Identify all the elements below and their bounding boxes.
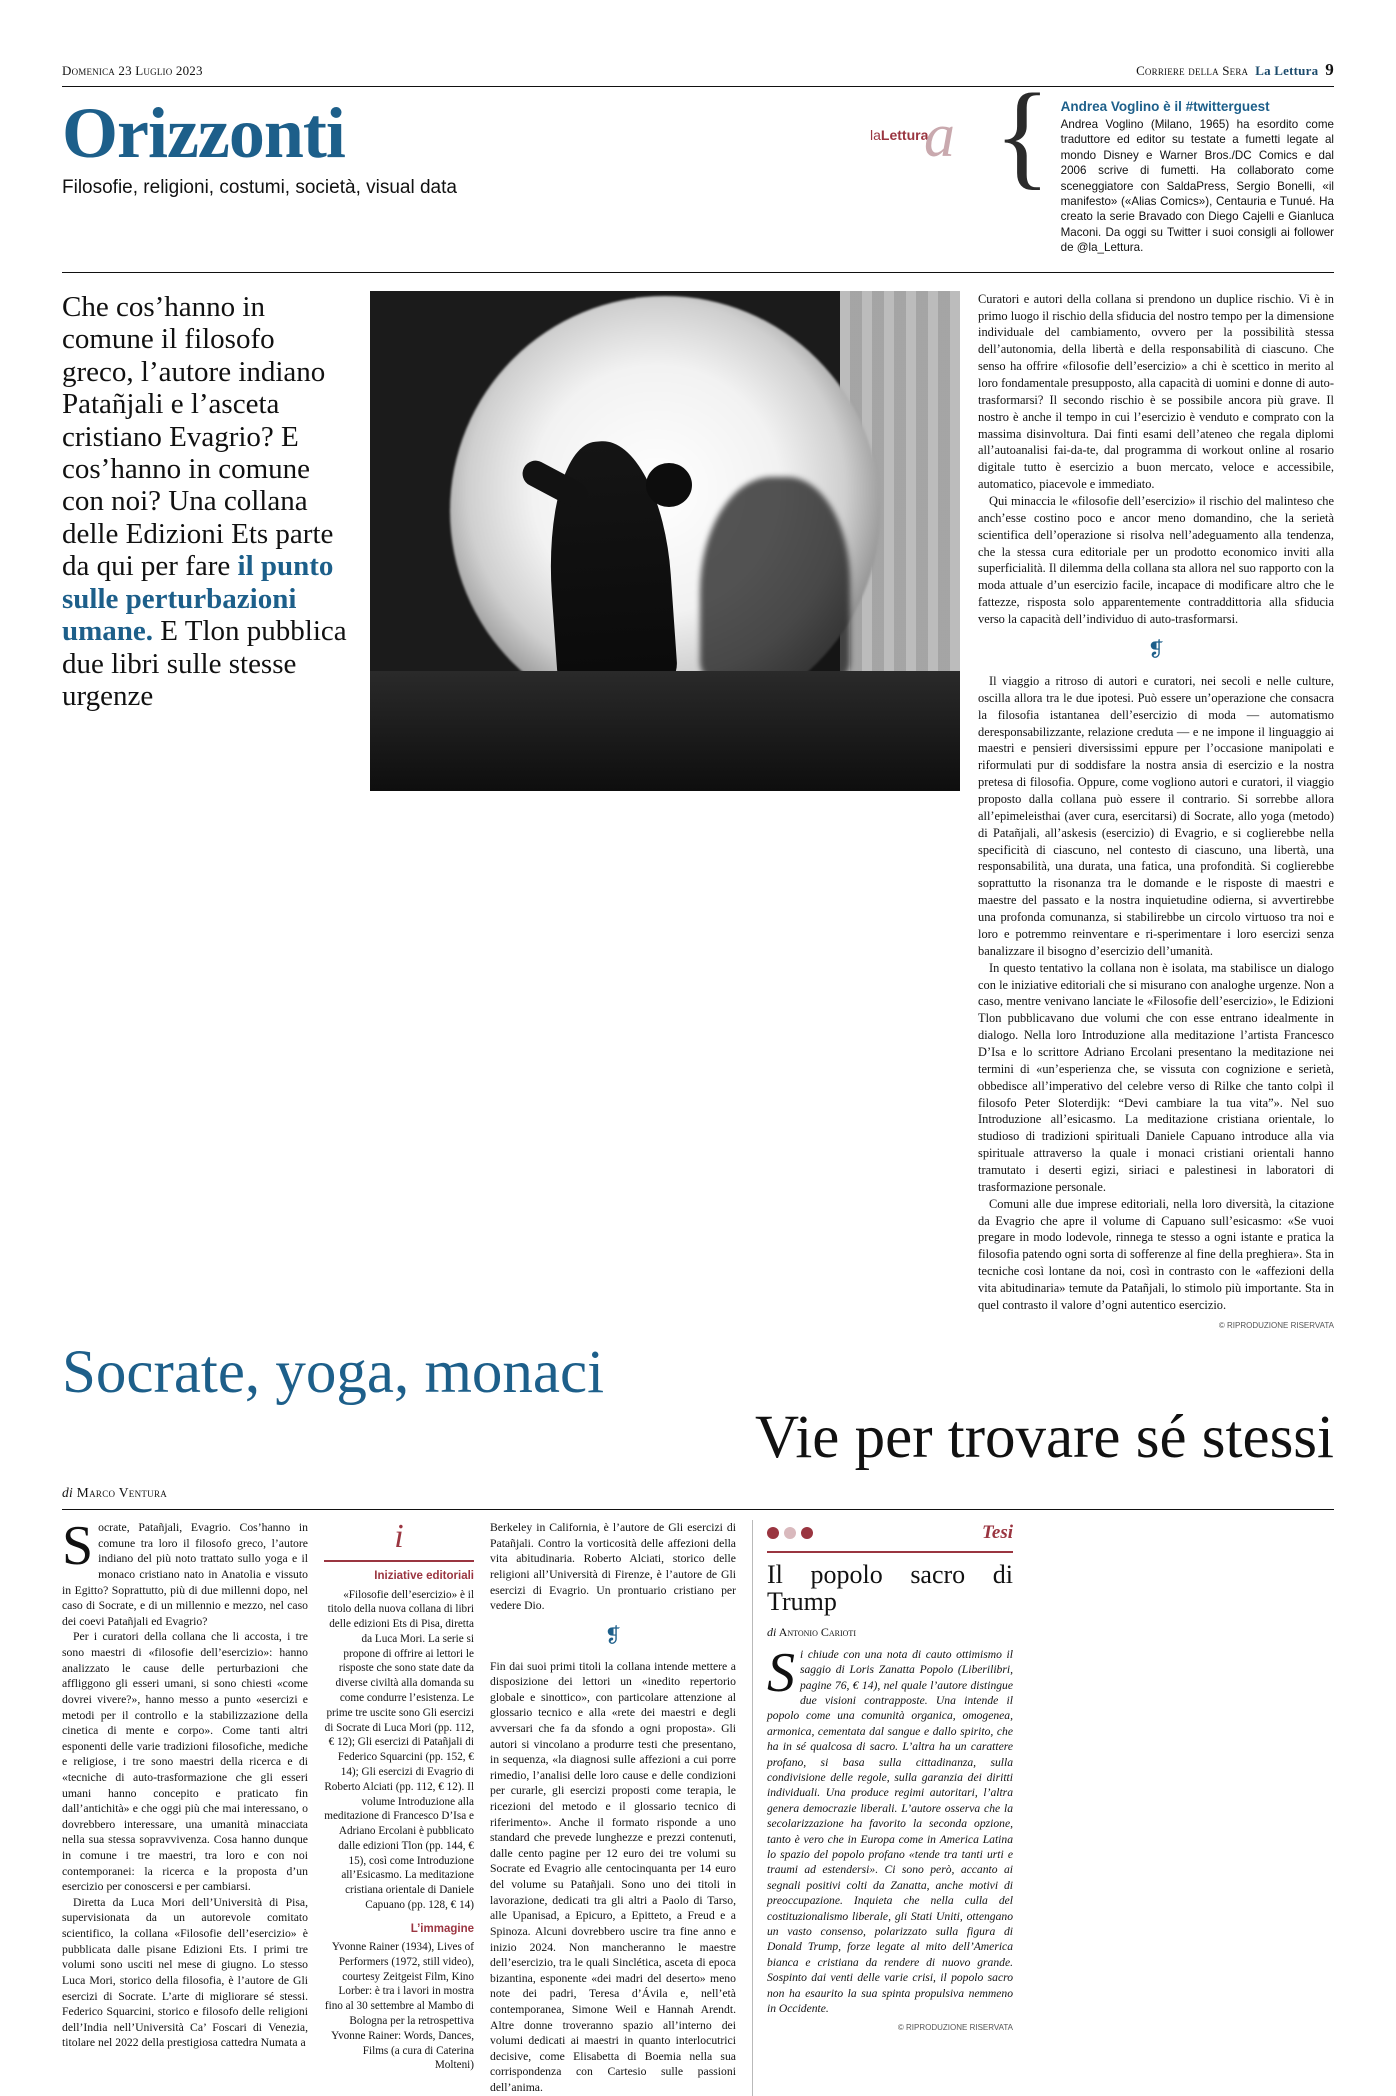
standfirst-part2: E Tlon pubblica due libri sulle stesse urgenze xyxy=(62,615,347,713)
info-icon: i xyxy=(394,1518,404,1556)
fleuron-icon: ❡ xyxy=(604,1624,622,1647)
paragraph: Socrate, Patañjali, Evagrio. Cos’hanno in comune tra loro il filosofo greco, l’autore indiano del più noto trattato sullo yoga e il monaco cristiano nato in Anatolia e vissuto in Egitto? Soprattutto, più di due millenni dopo, nel caso di Socrate, e di un millennio e mezzo, nel caso dei coevi Patañjali ed Evagrio? xyxy=(62,1515,308,1628)
tesi-copyright: © RIPRODUZIONE RISERVATA xyxy=(897,2023,1013,2033)
dot-icon xyxy=(767,1527,779,1539)
standfirst-part1: Che cos’hanno in comune il filosofo greco, l’autore indiano Patañjali e l’asceta cristiano Evagrio? E cos’hanno in comune con noi? Una collana delle Edizioni Ets parte da qui per fare xyxy=(62,290,334,583)
figure-shadow xyxy=(700,477,850,687)
sidebar-section-1-title: Iniziative editoriali xyxy=(374,1570,474,1583)
column-4-tesi xyxy=(752,1520,1013,2095)
section-subtitle: Filosofie, religioni, costumi, società, visual data xyxy=(62,177,457,199)
paper-name: Corriere della Sera xyxy=(1136,63,1249,78)
article-columns xyxy=(62,1515,1334,2095)
tesi-byline-author: Antonio Carioti xyxy=(778,1624,856,1639)
masthead-divider xyxy=(62,272,1334,273)
headline-divider xyxy=(62,1509,1334,1510)
headline-line-2: Vie per trovare sé stessi xyxy=(754,1403,1334,1471)
brace-decoration: { xyxy=(994,69,1051,200)
paragraph: Comuni alle due imprese editoriali, nella loro diversità, la citazione da Evagrio che apre il volume di Capuano sull’esicasmo: «Se vuoi pregare in modo lodevole, rinnega te stesso a ogni istante e pratica la filosofia patendo ogni sorta di sofferenze al fine della preghiera». Sta in tecniche così lontane da noi, così in contrasto con le «affezioni della vita abitudinaria» temute da Patañjali, lo stimolo più importante. Sta in quel contrasto il valore d’ogni autentico esercizio. xyxy=(978,1196,1334,1312)
dot-icon xyxy=(801,1527,813,1539)
standfirst-highlight: il punto sulle perturbazioni umane. xyxy=(62,550,334,648)
paragraph: Diretta da Luca Mori dell’Università di Pisa, supervisionata da un autorevole comitato scientifico, la collana «Filosofie dell’esercizio» è pubblicata dalle pisane Edizioni Ets. I primi tre volumi sono usciti nel mese di giugno. Lo stesso Luca Mori, storico della filosofia, è l’autore de Gli esercizi di Socrate. L’arte di migliorare sé stessi. Federico Squarcini, storico e filosofo delle religioni dell’India nell’Università Ca’ Foscari di Venezia, titolare nel 2022 della prestigiosa cattedra Numata a xyxy=(62,1895,308,2050)
headline-line-1: Socrate, yoga, monaci xyxy=(62,1338,605,1406)
paragraph: Si chiude con una nota di cauto ottimismo il saggio di Loris Zanatta Popolo (Liberilibri, pagine 76, € 14), nel quale l’autore distingue due visioni contrapposte. Una intende il popolo come una comunità organica, omogenea, armonica, cementata dal sangue e dallo spirito, che ha in sé qualcosa di sacro. L’altra ha un carattere profano, si basa sulla cittadinanza, sulla condivisione delle regole, sulla garanzia dei diritti individuali. Una produce regimi autoritari, l’altra genera democrazie liberali. L’autore osserva che la secolarizzazione ha favorito la seconda opzione, tanto è vero che in Europa come in America Latina lo spazio del popolo profano «tende tra tanti urti e traumi ad estendersi». Ci sono però, accanto ai segnali positivi colti da Zanatta, anche motivi di preoccupazione. Inquieta che nella culla del costituzionalismo liberale, gli Stati Uniti, ottengano un vasto consenso, polarizzato sulla figura di Donald Trump, forze legate al mito dell’America bianca e cristiana da rendere di nuovo grande. Sospinto dai venti delle varie crisi, il popolo sacro non ha esaurito la sua spinta propulsiva nemmeno in Occidente. xyxy=(767,1641,1013,2016)
header-divider xyxy=(62,86,1334,87)
dancer-spotlight-photo xyxy=(370,291,960,791)
tesi-byline xyxy=(767,1624,1013,1640)
column-2-sidebar xyxy=(324,1520,474,2095)
paragraph: Qui minaccia le «filosofie dell’esercizio» il rischio del malinteso che anch’esse costino poco e ancor meno domandino, che la serietà scientifica dell’operazione si risolva nell’adeguamento alla tendenza, che la stessa cura editoriale per un prodotto economico inviti alla superficialità. Il dilemma della collana sta allora nel suo rapporto con la moda attuale d’un esercizio facile, incapace di modificare altro che le fattezze, risposta solo apparentemente contraddittoria alla sfiducia verso la capacità dell’individuo di auto-trasformarsi. xyxy=(978,493,1334,626)
paragraph: Per i curatori della collana che li accosta, i tre sono maestri di «filosofie dell’esercizio»: hanno analizzato le cause delle perturbazioni che affliggono gli esseri umani, si sono chiesti «come dovrei vivere?», hanno messo a punto «esercizi e metodi per il controllo e la stabilizzazione della cinetica di mente e corpo». Come tanti altri esponenti delle varie tradizioni filosofiche, mediche e religiose, i tre sono maestri della ricerca e di «tecniche di auto-trasformazione che gli esseri umani hanno concepito e praticato fin dall’antichità» e che oggi più che mai interessano, o dovrebbero interessare, una umanità minacciata nella sua stessa sopravvivenza. Cosa hanno dunque in comune i tre maestri, tra loro e con noi contemporanei: la ricerca e la proposta d’un esercizio per conoscersi e per cambiarsi. xyxy=(62,1630,308,1894)
tesi-title: Il popolo sacro di Trump xyxy=(767,1559,1013,1617)
byline-prefix: di xyxy=(62,1485,74,1501)
byline-author: Marco Ventura xyxy=(76,1485,168,1501)
byline xyxy=(62,1485,1334,1501)
sidebar-section-2-title: L’immagine xyxy=(410,1922,474,1935)
dancer-head xyxy=(646,463,692,507)
section-title: Orizzonti xyxy=(62,93,345,173)
twitter-guest-title: Andrea Voglino è il #twitterguest xyxy=(1060,99,1270,114)
twitter-guest-box xyxy=(1061,99,1334,256)
fleuron-icon: ❡ xyxy=(1147,638,1165,661)
masthead-right xyxy=(1136,60,1334,80)
twitter-guest-body: Andrea Voglino (Milano, 1965) ha esordito come traduttore ed editor su testate a fumetti legate al mondo Disney e Warner Bros./DC Comics e dal 2006 scrive di fumetti. Ha collaborato come sceneggiatore con SaldaPress, Sergio Bonelli, «il manifesto» («Alias Comics»), Centauria e Tunué. Ha creato la serie Bravado con Diego Cajelli e Gianluca Maconi. Da oggi su Twitter i suoi consigli ai follower de @la_Lettura. xyxy=(1060,118,1334,255)
tesi-body xyxy=(767,1641,1013,2017)
standfirst xyxy=(62,291,352,1332)
column-1 xyxy=(62,1515,308,2095)
logo-text: laLettura xyxy=(870,127,929,143)
tesi-header xyxy=(767,1520,1013,1552)
paragraph: Berkeley in California, è l’autore de Gli esercizi di Patañjali. Contro la vorticosità delle affezioni della vita abitudinaria. Roberto Alciati, storico delle religioni all’Università di Firenze, è l’autore de Gli esercizi di Evagrio. Un prontuario cristiano per vedere Dio. xyxy=(490,1521,736,1613)
publication-date: Domenica 23 Luglio 2023 xyxy=(62,63,203,78)
sidebar-section-2-body: Yvonne Rainer (1934), Lives of Performers (1972, still video), courtesy Zeitgeist Film, Kino Lorber: è tra i lavori in mostra fino al 30 settembre al Mambo di Bologna per la retrospettiva Yvonne Rainer: Words, Dances, Films (a cura di Caterina Molteni) xyxy=(324,1941,474,2072)
page-header xyxy=(62,60,1334,80)
copyright-notice: © RIPRODUZIONE RISERVATA xyxy=(1218,1320,1334,1330)
sidebar-section-1-body: «Filosofie dell’esercizio» è il titolo della nuova collana di libri delle edizioni Ets di Pisa, diretta da Luca Mori. La serie si propone di offrire ai lettori le risposte che sono state date da diverse civiltà alla domanda su come condurre l’esistenza. Le prime tre uscite sono Gli esercizi di Socrate di Luca Mori (pp. 112, € 12); Gli esercizi di Patañjali di Federico Squarcini (pp. 152, € 14); Gli esercizi di Evagrio di Roberto Alciati (pp. 112, € 12). Il volume Introduzione alla meditazione di Francesco D’Isa e Adriano Ercolani è pubblicato dalle edizioni Tlon (pp. 144, € 15), così come Introduzione all’Esicasmo. La meditazione cristiana orientale di Daniele Capuano (pp. 128, € 14) xyxy=(324,1588,474,1911)
tesi-label: Tesi xyxy=(982,1522,1013,1544)
logo-a-glyph: a xyxy=(924,102,955,170)
paragraph: Il viaggio a ritroso di autori e curatori, nei secoli e nelle culture, oscilla allora tra le due ipotesi. Può essere un’operazione che consacra la filosofia istantanea dell’esercizio di moda — automatismo deresponsabilizzante, relazione creduta — e ne impone il linguaggio ai maestri e pensieri diversissimi eppure per l’occasione manipolati e riformulati pur di soddisfare la nostra ansia di esercizio e la nostra pretesa di filosofia. Oppure, come vogliono autori e curatori, il viaggio proposto dalla collana può essere il contrario. Si sorrebbe allora all’epimeleisthai (aver cura, esercitarsi) di Socrate, allo yoga (metodo) di Patañjali, all’askesis (esercizio) di Evagrio, e si coglierebbe nella specificità di ciascuno, nel contesto di ciascuno, una libertà, una responsabilità, una durata, una fatica, una profondità. Si coglierebbe soprattutto la risonanza tra le domande e le risposte di maestri e maestre del passato e la nostra inquietudine odierna, si avvertirebbe una profonda comunanza, si stabilirebbe un circolo virtuoso tra noi e loro e potremmo reinventare e ri-sperimentare i loro esercizi senza banalizzare il bisogno d’esercizio dell’umanità. xyxy=(978,674,1334,958)
paragraph: Curatori e autori della collana si prendono un duplice rischio. Vi è in primo luogo il rischio della sfiducia del nostro tempo per la dimensione individuale del cambiamento, ovvero per la possibilità stessa dell’autonomia, della libertà e della responsabilità di ciascuno. Che senso ha offrire «filosofie dell’esercizio» a chi è scettico in merito al loro fondamentale presupposto, alla capacità di uomini e donne di auto-trasformarsi? Il secondo rischio è se possibile ancora più grave. Il nostro è anche il tempo in cui l’esercizio è venduto e comprato con la massima disinvoltura. Dai finti esami dell’ateneo che regala diplomi all’autoanalisi fai-da-te, dal programma di workout online al rosario digitale tutto è esercizio a buon mercato, veloce e accessibile, automatico, piacevole e immediato. xyxy=(978,291,1334,492)
right-column-top xyxy=(978,291,1334,1332)
paragraph: In questo tentativo la collana non è isolata, ma stabilisce un dialogo con le iniziative editoriali che si misurano con analoghe urgenze. Non a caso, mentre venivano lanciate le «Filosofie dell’esercizio», le Edizioni Tlon pubblicavano due volumi che con esse entrano idealmente in dialogo. Nella loro Introduzione alla meditazione l’artista Francesco D’Isa e lo scrittore Adriano Ercolani presentano la meditazione nei termini di «un’esperienza che, se vissuta con cognizione e serietà, obbedisce all’imperativo del celebre verso di Rilke che tanto colpì il filosofo Peter Sloterdijk: “Devi cambiare la tua vita”». Nel suo Introduzione all’esicasmo. La meditazione cristiana orientale, lo studioso di tradizioni spirituali Daniele Capuano introduce alla via spirituale attraverso la quale i monaci cristiani orientali hanno tramutato i deserti egizi, siriaci e palestinesi in laboratori di trasformazione personale. xyxy=(978,960,1334,1194)
headline-block xyxy=(62,1338,1334,1502)
tesi-byline-prefix: di xyxy=(767,1624,777,1639)
la-lettura-logo xyxy=(864,99,984,185)
supplement-name: La Lettura xyxy=(1255,63,1319,78)
stage-floor xyxy=(370,671,960,791)
dot-icon xyxy=(784,1527,796,1539)
hero-area xyxy=(62,291,1334,1332)
dots-icon xyxy=(767,1527,813,1539)
paragraph: Fin dai suoi primi titoli la collana intende mettere a disposizione dei lettori un «inedito repertorio globale e sinottico», con particolare attenzione al glossario tecnico e alla «rete dei maestri e degli avversari che fa da sfondo a ogni proposta». Gli autori si vincolano a produrre testi che presentano, in sequenza, «la diagnosi sulle affezioni a cui porre rimedio, l’analisi delle loro cause e delle condizioni per curarle, gli esercizi proposti come terapia, le ricezioni del metodo e il glossario tecnico di riferimento». Anche il formato risponde a uno standard che prevede lunghezze e prezzi contenuti, dalle cento pagine per 12 euro dei tre volumi su Socrate ed Evagrio alle centocinquanta per 14 euro del volume su Patañjali. Sono uno dei titoli in lavorazione, dedicati tra gli altri a Paolo di Tarso, alle Upanisad, a Epicuro, a Epitteto, a Freud e a Spinoza. Alcuni dovrebbero uscire tra fine anno e inizio 2024. Non mancheranno le maestre dell’esercizio, tra le quali Sinclética, asceta di epoca bizantina, esponente «dei madri del deserto» meno note dei padri, Teresa d’Ávila e, nell’età contemporanea, Simone Weil e Hannah Arendt. Altre donne troveranno spazio all’interno dei volumi dedicati ai maestri in quanto interlocutrici decisive, come Elisabetta di Boemia nella sua corrispondenza con Cartesio sulle passioni dell’anima. xyxy=(490,1659,736,2095)
page-number: 9 xyxy=(1325,60,1334,79)
sidebar-divider xyxy=(324,1560,474,1562)
column-3 xyxy=(490,1520,736,2095)
